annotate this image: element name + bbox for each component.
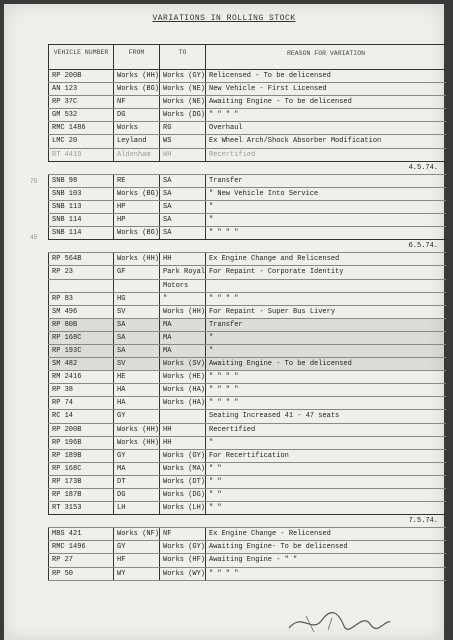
reason-cell: " " [209, 464, 222, 473]
to-cell: Works (GY) [160, 541, 206, 553]
table-row [48, 188, 446, 201]
reason-cell: Relicensed - To be delicensed [209, 72, 331, 80]
to-cell: MA [160, 332, 206, 344]
vehicle-number-cell: RT 3153 [48, 502, 114, 514]
to-cell: Works (GY) [160, 450, 206, 462]
table-row [48, 410, 446, 423]
date-row [48, 162, 446, 175]
vehicle-number-cell [48, 280, 114, 292]
to-cell: HH [160, 424, 206, 436]
to-cell: Works (HE) [160, 371, 206, 383]
reason-cell: " [209, 333, 214, 342]
reason-cell: For Recertification [209, 451, 289, 460]
table-row [48, 214, 446, 227]
to-cell: HH [160, 253, 206, 265]
reason-cell: Ex Wheel Arch/Shock Absorber Modification [209, 137, 382, 146]
vehicle-number-cell: SNB 114 [48, 214, 114, 226]
table-row [48, 463, 446, 476]
table-row [48, 371, 446, 384]
reason-cell: " " [209, 504, 222, 513]
to-cell: HH [160, 437, 206, 449]
vehicle-number-cell: GM 532 [48, 109, 114, 121]
table-row [48, 489, 446, 502]
to-cell: WS [160, 135, 206, 147]
table-row [48, 476, 446, 489]
to-cell [160, 410, 206, 422]
table-row [48, 253, 446, 266]
table-row [48, 266, 446, 279]
from-cell: GY [114, 410, 160, 422]
table-row [48, 149, 446, 162]
reason-cell: Recertified [209, 425, 256, 434]
vehicle-number-cell: SNB 98 [48, 175, 114, 187]
from-cell: SA [114, 332, 160, 344]
from-cell: HF [114, 554, 160, 566]
vehicle-number-cell: RP 23 [48, 266, 114, 278]
vehicle-number-cell: RP 50 [48, 568, 114, 580]
vehicle-number-cell: SNB 114 [48, 227, 114, 239]
to-cell: SA [160, 201, 206, 213]
table-header [48, 45, 446, 70]
from-cell: Works [114, 122, 160, 134]
reason-cell: " New Vehicle Into Service [209, 189, 319, 198]
vehicle-number-cell: RP 37C [48, 96, 114, 108]
table-row [48, 332, 446, 345]
table-row [48, 397, 446, 410]
from-cell: Works (BG) [114, 227, 160, 239]
from-cell: HP [114, 201, 160, 213]
to-cell: Works (DG) [160, 109, 206, 121]
reason-cell: Awaiting Engine - To be delicensed [209, 360, 352, 369]
from-cell: RE [114, 175, 160, 187]
to-cell: Motors [160, 280, 206, 292]
to-cell: SA [160, 188, 206, 200]
vehicle-number-cell: RP 80B [48, 319, 114, 331]
table-row [48, 70, 446, 83]
to-cell: NF [160, 528, 206, 540]
table-row [48, 450, 446, 463]
entry-date: 4.5.74. [408, 163, 438, 172]
reason-cell: Ex Engine Change and Relicensed [209, 255, 340, 264]
vehicle-number-cell: RP 200B [48, 424, 114, 436]
reason-cell: Awaiting Engine - " " [209, 556, 298, 565]
from-cell: Aldenham [114, 149, 160, 161]
table-row [48, 280, 446, 293]
table-row [48, 175, 446, 188]
from-cell: HG [114, 293, 160, 305]
table-row [48, 201, 446, 214]
to-cell: Works (HA) [160, 397, 206, 409]
vehicle-number-cell: AN 123 [48, 83, 114, 95]
document-title: VARIATIONS IN ROLLING STOCK [152, 14, 296, 23]
table-row [48, 83, 446, 96]
vehicle-number-cell: RP 168C [48, 332, 114, 344]
reason-cell: " [209, 438, 214, 447]
vehicle-number-cell: RP 564B [48, 253, 114, 265]
from-cell: SV [114, 358, 160, 370]
from-cell: Works (HH) [114, 70, 160, 82]
entry-date: 7.5.74. [408, 517, 438, 526]
margin-note: 45 [30, 234, 38, 241]
date-row [48, 240, 446, 253]
from-cell: DG [114, 109, 160, 121]
vehicle-number-cell: RMC 1496 [48, 541, 114, 553]
reason-cell: " [209, 346, 214, 355]
reason-cell: " " [209, 477, 222, 486]
from-cell: NF [114, 96, 160, 108]
vehicle-number-cell: RT 4419 [48, 149, 114, 161]
to-cell: Works (HH) [160, 306, 206, 318]
date-row [48, 515, 446, 528]
from-cell: Works (HH) [114, 437, 160, 449]
to-cell: Works (MA) [160, 463, 206, 475]
reason-cell: " [209, 202, 214, 211]
vehicle-number-cell: RP 38 [48, 384, 114, 396]
table-row [48, 437, 446, 450]
from-cell: Works (HH) [114, 424, 160, 436]
table-row [48, 424, 446, 437]
to-cell: " [160, 293, 206, 305]
table-row [48, 135, 446, 148]
reason-cell: Recertified [209, 150, 256, 159]
header-from: FROM [114, 45, 160, 69]
from-cell: Works (BG) [114, 83, 160, 95]
from-cell: HP [114, 214, 160, 226]
reason-cell: Seating Increased 41 - 47 seats [209, 412, 340, 421]
from-cell: Works (BG) [114, 188, 160, 200]
table-row [48, 109, 446, 122]
to-cell: Works (HA) [160, 384, 206, 396]
from-cell: GF [114, 266, 160, 278]
to-cell: SA [160, 175, 206, 187]
header-reason: REASON FOR VARIATION [286, 50, 365, 57]
to-cell: MA [160, 319, 206, 331]
reason-cell: For Repaint - Corporate Identity [209, 268, 344, 277]
to-cell: Works (NE) [160, 83, 206, 95]
reason-cell: " " [209, 491, 222, 499]
header-vehicle-number: VEHICLE NUMBER [48, 45, 114, 69]
table-row [48, 345, 446, 358]
entry-date: 6.5.74. [408, 242, 438, 251]
reason-cell: For Repaint - Super Bus Livery [209, 307, 336, 316]
vehicle-number-cell: RP 187B [48, 489, 114, 501]
vehicle-number-cell: RP 173B [48, 476, 114, 488]
from-cell: HA [114, 384, 160, 396]
table-row [48, 358, 446, 371]
to-cell: Works (SV) [160, 358, 206, 370]
table-row [48, 541, 446, 554]
reason-cell: Awaiting Engine- To be delicensed [209, 543, 348, 552]
to-cell: Works (NE) [160, 96, 206, 108]
vehicle-number-cell: SNB 103 [48, 188, 114, 200]
vehicle-number-cell: RP 83 [48, 293, 114, 305]
vehicle-number-cell: SM 482 [48, 358, 114, 370]
vehicle-number-cell: LMC 20 [48, 135, 114, 147]
document-page [4, 4, 444, 640]
from-cell: HE [114, 371, 160, 383]
table-row [48, 96, 446, 109]
reason-cell: New Vehicle - First Licensed [209, 85, 327, 94]
table-row [48, 227, 446, 240]
reason-cell: " " " " [209, 229, 239, 238]
table-row [48, 319, 446, 332]
from-cell: Works (NF) [114, 528, 160, 540]
table-row [48, 384, 446, 397]
reason-cell: " " " " [209, 569, 239, 578]
from-cell: HA [114, 397, 160, 409]
vehicle-number-cell: RMC 1486 [48, 122, 114, 134]
header-to: TO [160, 45, 206, 69]
vehicle-number-cell: RM 2416 [48, 371, 114, 383]
reason-cell: " " " " [209, 373, 239, 382]
table-row [48, 568, 446, 581]
reason-cell: " " " " [209, 399, 239, 408]
vehicle-number-cell: RP 27 [48, 554, 114, 566]
from-cell: DG [114, 489, 160, 501]
to-cell: Works (WY) [160, 568, 206, 580]
reason-cell [206, 280, 446, 292]
table-row [48, 528, 446, 541]
from-cell: MA [114, 463, 160, 475]
from-cell: SA [114, 319, 160, 331]
to-cell: Works (DT) [160, 476, 206, 488]
to-cell: Works (DG) [160, 489, 206, 501]
reason-cell: " [209, 216, 214, 225]
vehicle-number-cell: MBS 421 [48, 528, 114, 540]
table-row [48, 502, 446, 515]
to-cell: Works (GY) [160, 70, 206, 82]
from-cell: LH [114, 502, 160, 514]
from-cell: SA [114, 345, 160, 357]
from-cell: Leyland [114, 135, 160, 147]
reason-cell: Awaiting Engine - To be delicensed [209, 98, 352, 107]
to-cell: Works (LH) [160, 502, 206, 514]
vehicle-number-cell: RP 168C [48, 463, 114, 475]
reason-cell: Ex Engine Change - Relicensed [209, 530, 331, 539]
reason-cell: Overhaul [209, 124, 243, 133]
table-row [48, 306, 446, 319]
table-row [48, 122, 446, 135]
from-cell: SV [114, 306, 160, 318]
vehicle-number-cell: RP 196B [48, 437, 114, 449]
vehicle-number-cell: RC 14 [48, 410, 114, 422]
margin-note: 75 [30, 178, 38, 185]
reason-cell: " " " " [209, 386, 239, 395]
from-cell: GY [114, 541, 160, 553]
reason-cell: " " " " [209, 111, 239, 120]
table-row [48, 293, 446, 306]
from-cell: GY [114, 450, 160, 462]
to-cell: MA [160, 345, 206, 357]
to-cell: SA [160, 214, 206, 226]
to-cell: RG [160, 122, 206, 134]
vehicle-number-cell: SM 496 [48, 306, 114, 318]
to-cell: Park Royal [160, 266, 206, 278]
table-row [48, 554, 446, 567]
vehicle-number-cell: SNB 113 [48, 201, 114, 213]
vehicle-number-cell: RP 189B [48, 450, 114, 462]
rolling-stock-table [48, 44, 446, 581]
vehicle-number-cell: RP 200B [48, 70, 114, 82]
handwritten-signature [284, 608, 394, 636]
to-cell: WH [160, 149, 206, 161]
from-cell: DT [114, 476, 160, 488]
vehicle-number-cell: RP 74 [48, 397, 114, 409]
from-cell [114, 280, 160, 292]
from-cell: Works (HH) [114, 253, 160, 265]
reason-cell: " " " " [209, 294, 239, 303]
vehicle-number-cell: RP 193C [48, 345, 114, 357]
to-cell: SA [160, 227, 206, 239]
from-cell: WY [114, 568, 160, 580]
to-cell: Works (HF) [160, 554, 206, 566]
reason-cell: Transfer [209, 320, 243, 329]
reason-cell: Transfer [209, 176, 243, 185]
